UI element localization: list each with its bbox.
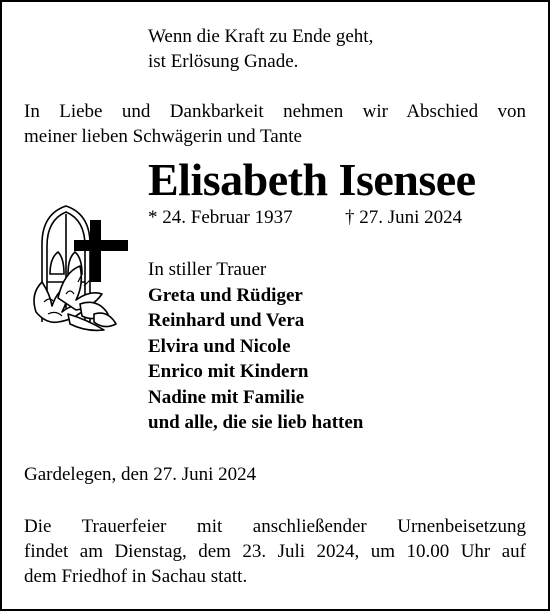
mourner-name: Reinhard und Vera bbox=[148, 310, 305, 331]
mourner-name: Nadine mit Familie bbox=[148, 386, 305, 408]
mourner-name: Enrico mit Kindern bbox=[148, 361, 309, 382]
mourners-intro: In stiller Trauer bbox=[148, 259, 267, 280]
intro-line-1: In Liebe und Dankbarkeit nehmen wir Abschied von bbox=[24, 101, 526, 122]
poem-line-1: Wenn die Kraft zu Ende geht, bbox=[148, 26, 374, 47]
funeral-line-1: Die Trauerfeier mit anschließender Urnenbeisetzung bbox=[24, 516, 526, 537]
funeral-info bbox=[24, 514, 526, 589]
mourners-list bbox=[148, 257, 363, 436]
intro-line-2: meiner lieben Schwägerin und Tante bbox=[24, 126, 302, 147]
poem bbox=[148, 24, 373, 74]
place-date: Gardelegen, den 27. Juni 2024 bbox=[24, 464, 257, 485]
death-date: † 27. Juni 2024 bbox=[345, 207, 463, 228]
mourner-name: Greta und Rüdiger bbox=[148, 284, 303, 306]
mourner-name: Elvira und Nicole bbox=[148, 335, 291, 357]
intro-text bbox=[24, 99, 526, 149]
funeral-line-2: findet am Dienstag, dem 23. Juli 2024, um 10.00 Uhr auf bbox=[24, 541, 526, 562]
birth-date: * 24. Februar 1937 bbox=[148, 207, 293, 228]
poem-line-2: ist Erlösung Gnade. bbox=[148, 51, 299, 72]
window-cross-lily-icon bbox=[28, 202, 132, 338]
mourner-name: und alle, die sie lieb hatten bbox=[148, 412, 364, 433]
funeral-line-3: dem Friedhof in Sachau statt. bbox=[24, 566, 248, 587]
deceased-name: Elisabeth Isensee bbox=[148, 154, 476, 205]
